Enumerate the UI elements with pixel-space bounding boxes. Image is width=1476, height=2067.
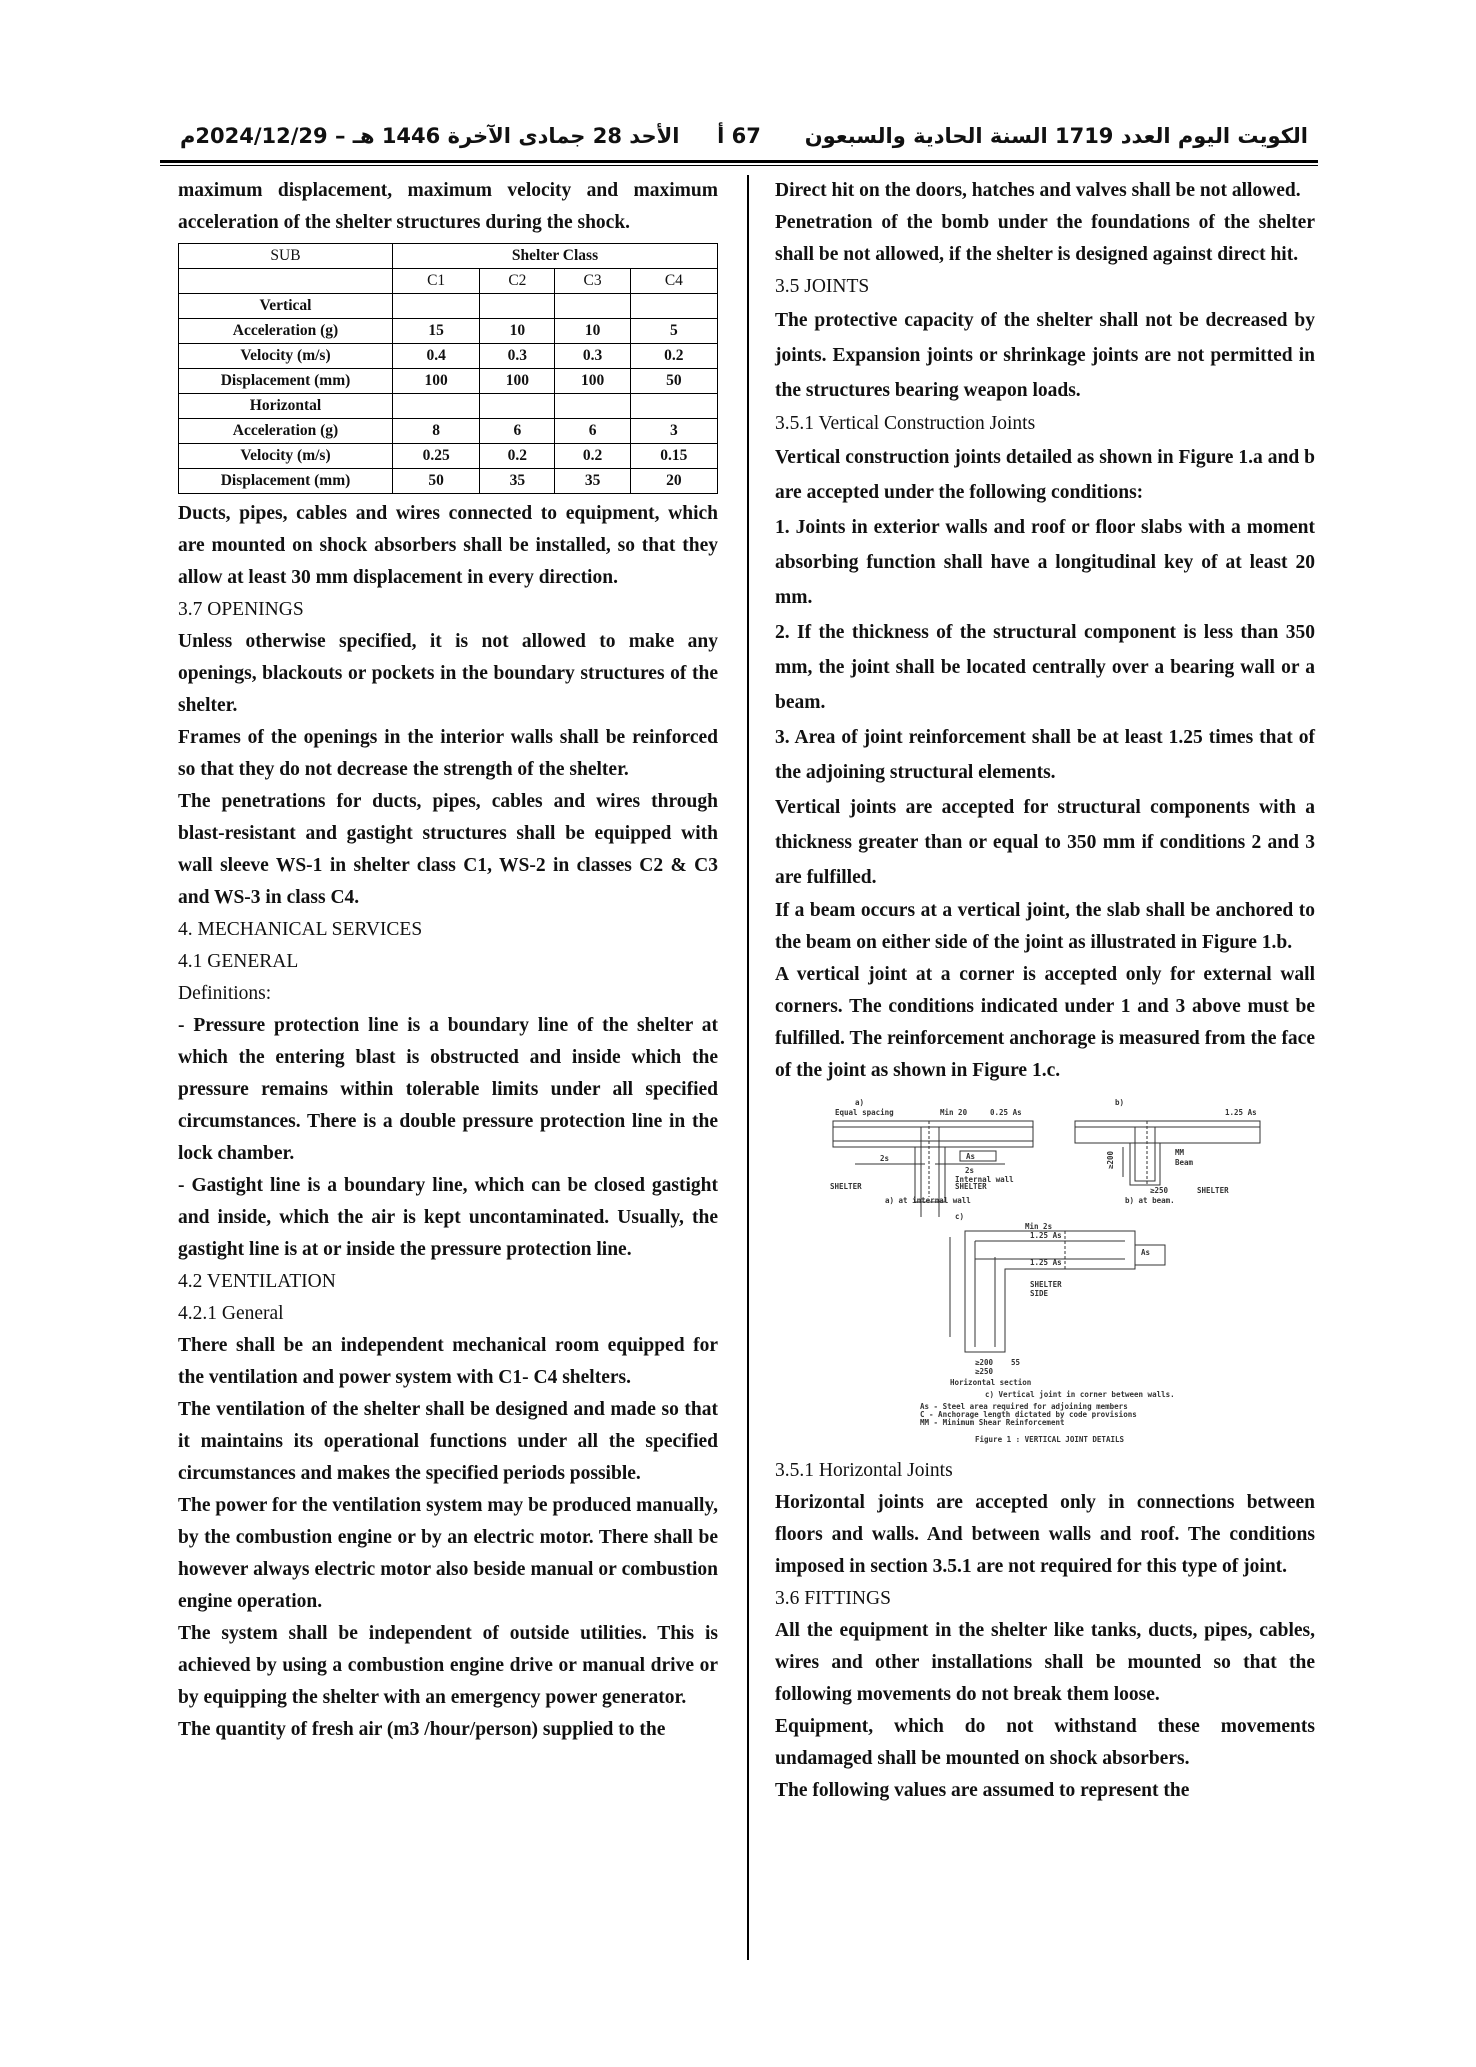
section-heading: 4.1 GENERAL (178, 951, 299, 972)
two-s-label: 2s (880, 1154, 890, 1163)
row-label: Velocity (m/s) (179, 444, 393, 469)
table-cell (393, 394, 480, 419)
table-cell: 0.15 (630, 444, 717, 469)
paragraph: If a beam occurs at a vertical joint, the slab shall be anchored to the beam on either side of the joint as illustrated in Figure 1.b. (775, 900, 1315, 953)
row-label: Displacement (mm) (179, 469, 393, 494)
class-c1: C1 (393, 269, 480, 294)
as125-label-c2: 1.25 As (1030, 1258, 1062, 1267)
row-label: Acceleration (g) (179, 419, 393, 444)
paragraph: The system shall be independent of outside utilities. This is achieved by using a combustion engine drive or manual drive or by equipping the shelter with an emergency power generator. (178, 1623, 718, 1708)
paragraph: - Pressure protection line is a boundary line of the shelter at which the entering blast is obstructed and inside which the pressure remains within tolerable limits under all specified circumstances. There is a double pressure protection line in the lock chamber. (178, 1015, 718, 1164)
section-heading: 3.6 FITTINGS (775, 1588, 891, 1609)
table-cell: 0.4 (393, 344, 480, 369)
table-cell: 0.2 (555, 444, 630, 469)
paragraph: Equipment, which do not withstand these movements undamaged shall be mounted on shock absorbers. (775, 1716, 1315, 1769)
header-rule-thin (160, 165, 1318, 166)
table-header-sub: SUB (179, 244, 393, 269)
min2s-label: Min 2s (1025, 1222, 1053, 1231)
internal-wall-label: Internal wall (955, 1175, 1014, 1184)
caption-b: b) at beam. (1125, 1196, 1175, 1205)
header-rule (160, 160, 1318, 163)
ge250-label-c: ≥250 (975, 1367, 994, 1376)
paragraph: - Gastight line is a boundary line, which can be closed gastight and inside, which the air is kept uncontaminated. Usually, the gastight line is at or inside the pressure protection line. (178, 1175, 718, 1260)
two-s-label: 2s (965, 1166, 975, 1175)
caption-a: a) at internal wall (885, 1196, 971, 1205)
paragraph: Vertical joints are accepted for structural components with a thickness greater than or equal to 350 mm if conditions 2 and 3 are fulfilled. (775, 797, 1315, 888)
table-cell: 100 (555, 369, 630, 394)
paragraph: Penetration of the bomb under the foundations of the shelter shall be not allowed, if the shelter is designed against direct hit. (775, 212, 1315, 265)
row-label: Acceleration (g) (179, 319, 393, 344)
legend-as: As - Steel area required for adjoining members (920, 1402, 1128, 1411)
table-row (179, 369, 718, 394)
row-label: Displacement (mm) (179, 369, 393, 394)
table-cell: 0.2 (480, 444, 555, 469)
table-cell (555, 394, 630, 419)
table-cell (630, 294, 717, 319)
class-c2: C2 (480, 269, 555, 294)
as125-label: 1.25 As (1225, 1108, 1257, 1117)
figure-title: Figure 1 : VERTICAL JOINT DETAILS (975, 1435, 1125, 1444)
table-cell: 50 (393, 469, 480, 494)
right-column (775, 175, 1315, 1807)
mm-label: MM (1175, 1148, 1185, 1157)
table-row (179, 419, 718, 444)
legend-c: C - Anchorage length dictated by code provisions (920, 1410, 1137, 1419)
table-header-class: Shelter Class (393, 244, 718, 269)
s55-label: 55 (1011, 1358, 1021, 1367)
ge200-label: ≥200 (1106, 1150, 1115, 1169)
table-cell (630, 394, 717, 419)
legend-mm: MM - Minimum Shear Reinforcement (920, 1418, 1065, 1427)
table-cell (555, 294, 630, 319)
table-cell (480, 394, 555, 419)
table-row (179, 444, 718, 469)
table-row (179, 344, 718, 369)
newspaper-issue: الكويت اليوم العدد 1719 السنة الحادية والسبعون (804, 124, 1308, 148)
issue-date: الأحد 28 جمادى الآخرة 1446 هـ – 2024/12/29م (180, 124, 680, 148)
table-cell: 5 (630, 319, 717, 344)
table-cell: 10 (480, 319, 555, 344)
column-divider (747, 175, 749, 1960)
section-heading: 4.2 VENTILATION (178, 1271, 336, 1292)
as-label: As (966, 1152, 976, 1161)
paragraph: Vertical construction joints detailed as shown in Figure 1.a and b are accepted under the following conditions: (775, 447, 1315, 503)
table-cell (393, 294, 480, 319)
as025-label: 0.25 As (990, 1108, 1022, 1117)
figure-label-c: c) (955, 1212, 965, 1221)
table-cell: 6 (480, 419, 555, 444)
paragraph: All the equipment in the shelter like tanks, ducts, pipes, cables, wires and other installations shall be mounted so that the following movements do not break them loose. (775, 1620, 1315, 1705)
shock-values-table (178, 243, 718, 494)
table-row (179, 469, 718, 494)
table-cell: 100 (393, 369, 480, 394)
paragraph: Direct hit on the doors, hatches and valves shall be not allowed. (775, 180, 1301, 201)
as125-label-c: 1.25 As (1030, 1231, 1062, 1240)
table-cell: 10 (555, 319, 630, 344)
caption-c: c) Vertical joint in corner between walls. (985, 1390, 1175, 1399)
page-number: 67 أ (717, 124, 761, 148)
paragraph: 2. If the thickness of the structural component is less than 350 mm, the joint shall be located centrally over a bearing wall or a beam. (775, 622, 1315, 713)
figure-label-b: b) (1115, 1098, 1125, 1107)
shelter-label-c: SHELTER (1030, 1280, 1062, 1289)
paragraph: 1. Joints in exterior walls and roof or floor slabs with a moment absorbing function shall have a longitudinal key of at least 20 mm. (775, 517, 1315, 608)
table-cell: 100 (480, 369, 555, 394)
as-label-c: As (1141, 1248, 1151, 1257)
paragraph: The penetrations for ducts, pipes, cables and wires through blast-resistant and gastight structures shall be equipped with wall sleeve WS-1 in shelter class C1, WS-2 in classes C2 & C3 and WS-3 in class C4. (178, 791, 718, 908)
left-column (178, 175, 718, 1746)
paragraph: The following values are assumed to represent the (775, 1780, 1190, 1801)
section-heading: 4. MECHANICAL SERVICES (178, 919, 423, 940)
figure-label-a: a) (855, 1098, 865, 1107)
paragraph: Ducts, pipes, cables and wires connected to equipment, which are mounted on shock absorbers shall be installed, so that they allow at least 30 mm displacement in every direction. (178, 503, 718, 588)
class-c3: C3 (555, 269, 630, 294)
table-cell: 8 (393, 419, 480, 444)
table-cell: 15 (393, 319, 480, 344)
equal-spacing-label: Equal spacing (835, 1108, 894, 1117)
shelter-label: SHELTER (830, 1182, 862, 1191)
table-cell: 6 (555, 419, 630, 444)
page-header (160, 118, 1318, 158)
shelter-label: SHELTER (955, 1182, 987, 1191)
paragraph: A vertical joint at a corner is accepted only for external wall corners. The conditions indicated under 1 and 3 above must be fulfilled. The reinforcement anchorage is measured from the face of the joint as shown in Figure 1.c. (775, 964, 1315, 1081)
table-cell: 35 (555, 469, 630, 494)
definitions-label: Definitions: (178, 983, 272, 1004)
table-cell: 35 (480, 469, 555, 494)
table-cell: 50 (630, 369, 717, 394)
shelter-label: SHELTER (1197, 1186, 1229, 1195)
paragraph: Horizontal joints are accepted only in connections between floors and walls. And between walls and roof. The conditions imposed in section 3.5.1 are not required for this type of joint. (775, 1492, 1315, 1577)
paragraph: The protective capacity of the shelter shall not be decreased by joints. Expansion joints or shrinkage joints are not permitted in the structures bearing weapon loads. (775, 310, 1315, 401)
paragraph: Frames of the openings in the interior walls shall be reinforced so that they do not decrease the strength of the shelter. (178, 727, 718, 780)
class-c4: C4 (630, 269, 717, 294)
beam-label: Beam (1175, 1158, 1194, 1167)
table-cell: 0.2 (630, 344, 717, 369)
paragraph: There shall be an independent mechanical room equipped for the ventilation and power system with C1- C4 shelters. (178, 1335, 718, 1388)
section-heading: 3.5.1 Horizontal Joints (775, 1460, 953, 1481)
paragraph: The ventilation of the shelter shall be designed and made so that it maintains its operational functions under all the specified circumstances and makes the specified periods possible. (178, 1399, 718, 1484)
table-cell (480, 294, 555, 319)
ge250-label: ≥250 (1150, 1186, 1169, 1195)
row-label: Velocity (m/s) (179, 344, 393, 369)
horizontal-section-label: Horizontal section (950, 1378, 1032, 1387)
table-cell: 0.25 (393, 444, 480, 469)
paragraph: The power for the ventilation system may be produced manually, by the combustion engine or by an electric motor. There shall be however always electric motor also beside manual or combustion engine operation. (178, 1495, 718, 1612)
table-cell: 20 (630, 469, 717, 494)
paragraph: 3. Area of joint reinforcement shall be at least 1.25 times that of the adjoining structural elements. (775, 727, 1315, 783)
paragraph: maximum displacement, maximum velocity and maximum acceleration of the shelter structures during the shock. (178, 180, 718, 233)
table-cell: 0.3 (480, 344, 555, 369)
section-vertical: Vertical (179, 294, 393, 319)
section-heading: 3.5.1 Vertical Construction Joints (775, 413, 1036, 434)
table-row (179, 319, 718, 344)
vertical-joint-figure (825, 1097, 1265, 1447)
section-heading: 3.5 JOINTS (775, 276, 870, 297)
table-cell (179, 269, 393, 294)
paragraph: Unless otherwise specified, it is not allowed to make any openings, blackouts or pockets in the boundary structures of the shelter. (178, 631, 718, 716)
side-label: SIDE (1030, 1289, 1049, 1298)
ge200-label-c: ≥200 (975, 1358, 994, 1367)
section-heading: 4.2.1 General (178, 1303, 284, 1324)
joint-details-drawing (825, 1097, 1265, 1447)
paragraph: The quantity of fresh air (m3 /hour/person) supplied to the (178, 1719, 666, 1740)
table-cell: 3 (630, 419, 717, 444)
min20-label: Min 20 (940, 1108, 968, 1117)
section-heading: 3.7 OPENINGS (178, 599, 304, 620)
section-horizontal: Horizontal (179, 394, 393, 419)
table-cell: 0.3 (555, 344, 630, 369)
